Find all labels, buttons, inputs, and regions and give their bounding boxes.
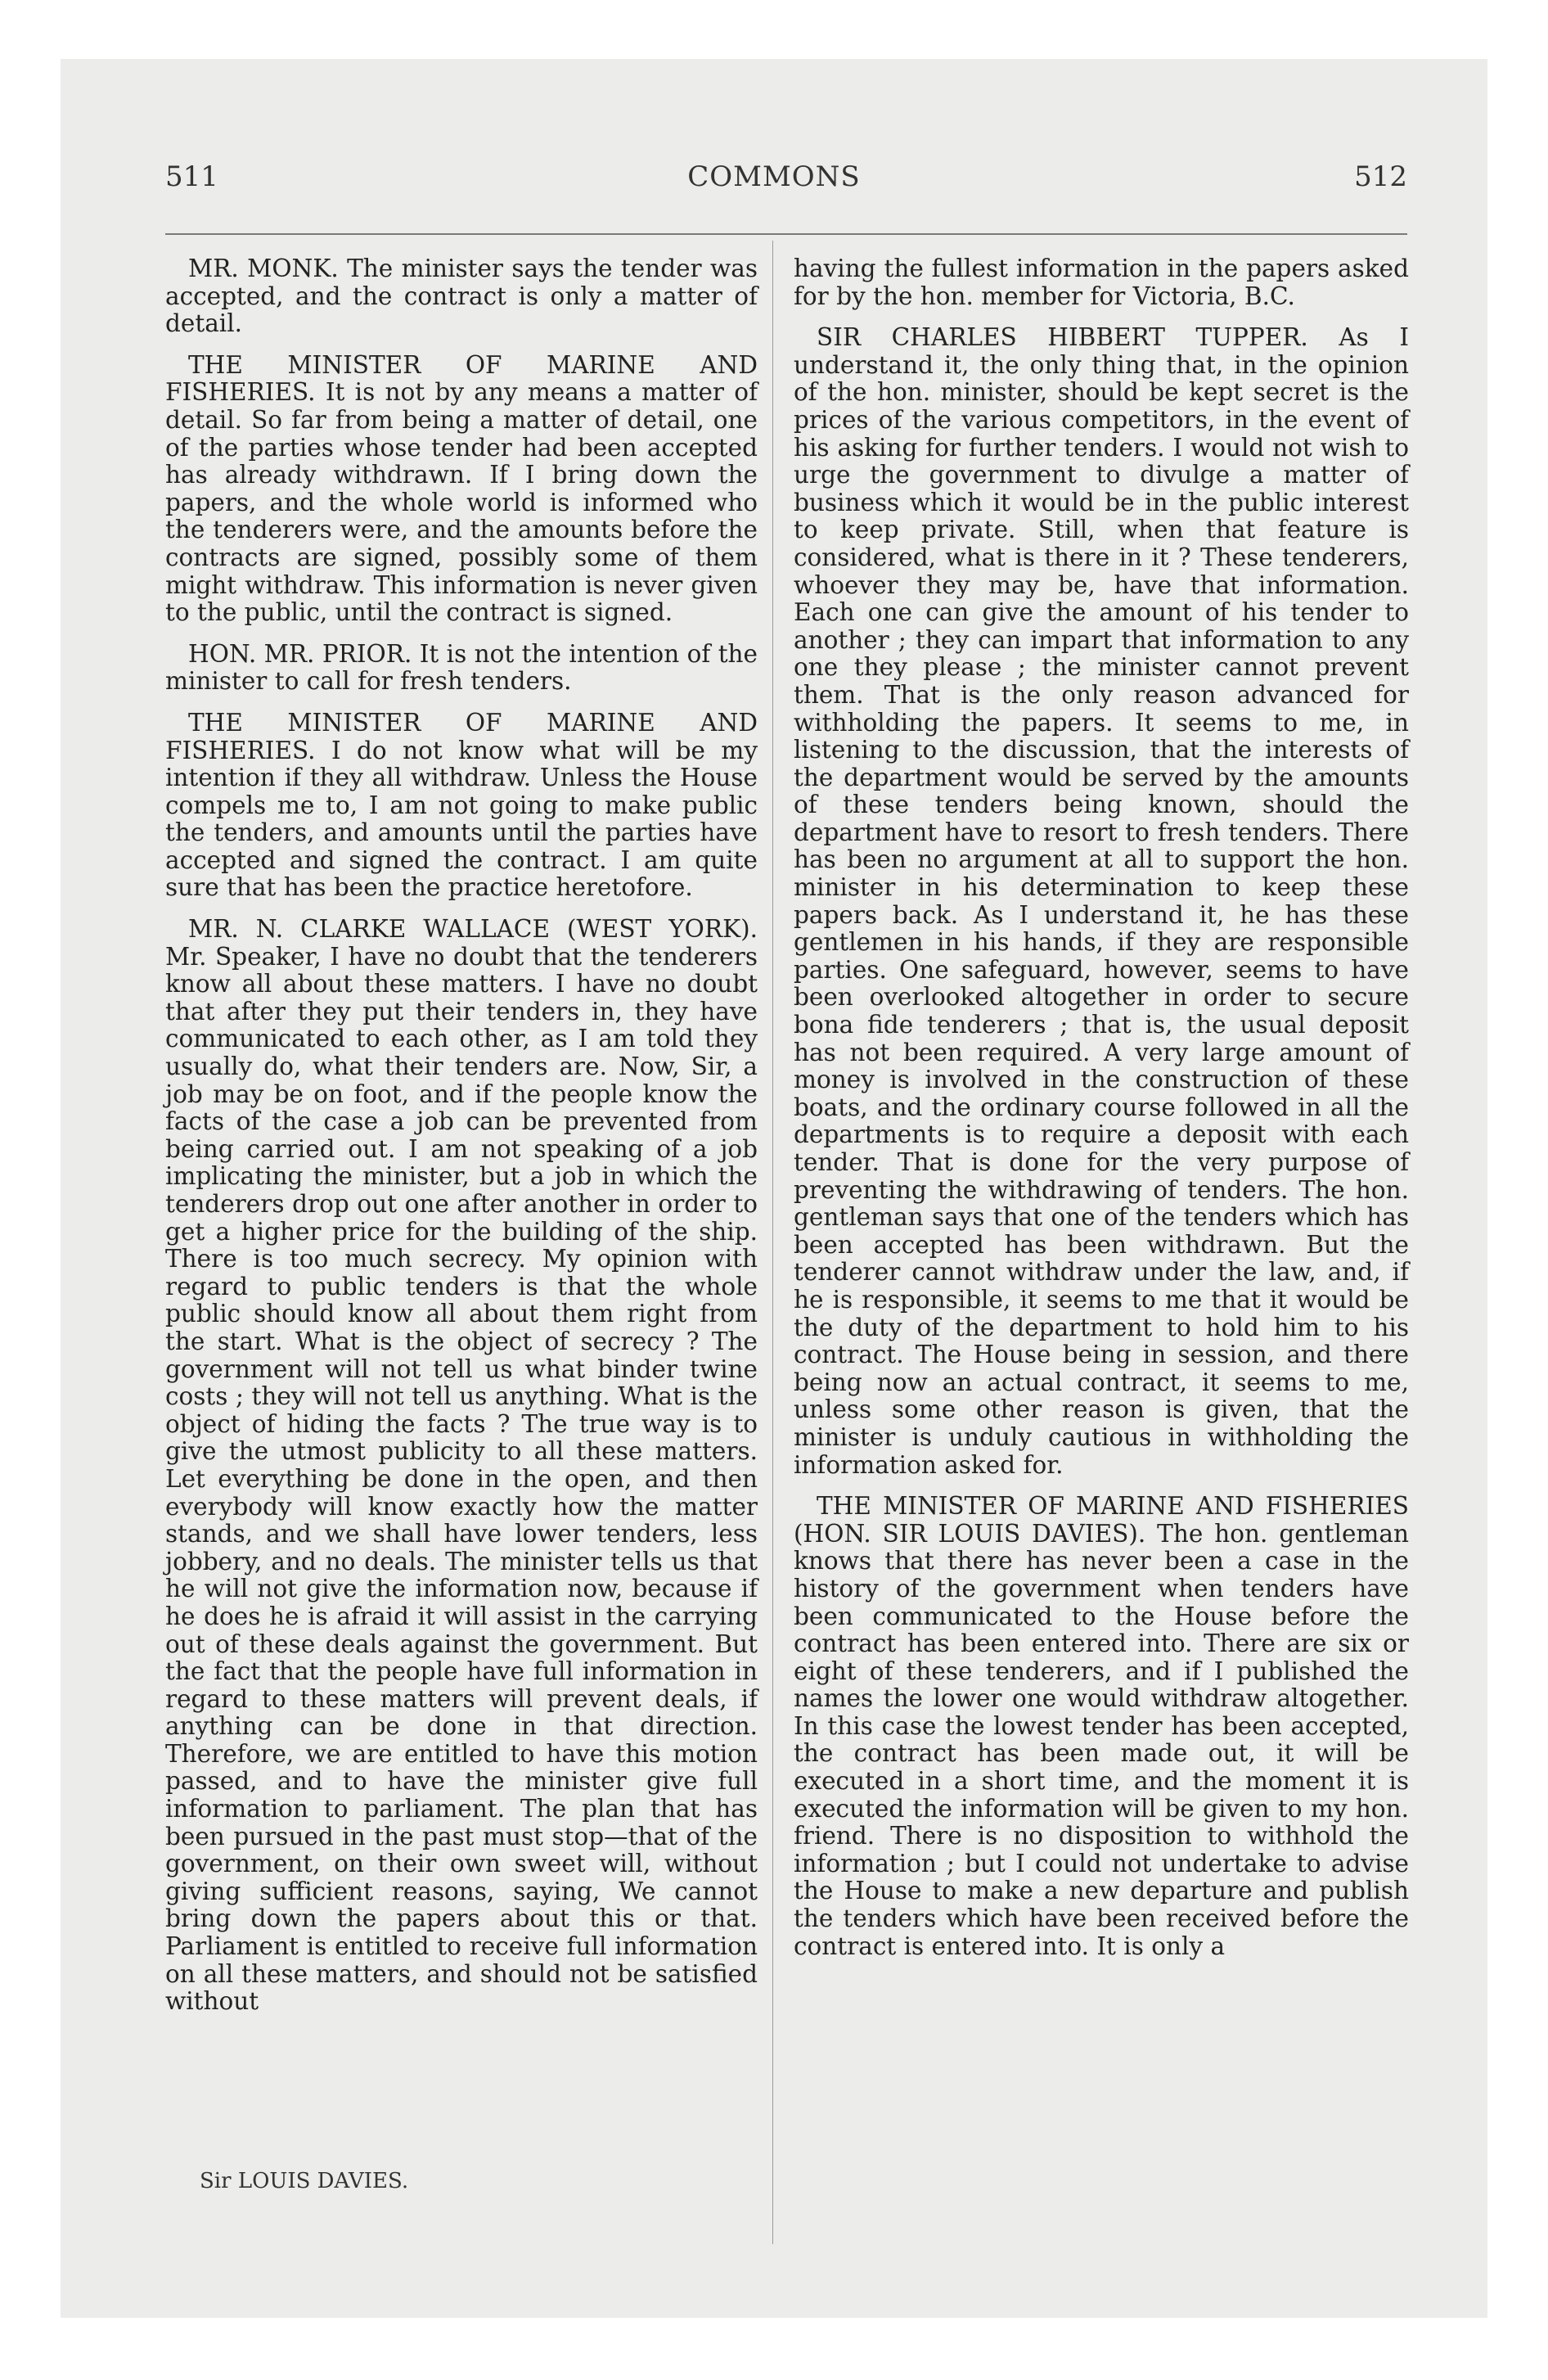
column-divider [772,241,773,2244]
speaker-name: SIR CHARLES HIBBERT TUPPER. [817,323,1308,352]
speaker-name: MR. MONK. [188,255,339,282]
speech-text: It is not by any means a matter of detail. So far from being a matter of detail, one of the parties whose tender had been accepted has already withdrawn. If I bring down the papers, and the whole world is informed who the tenderers were, and the amounts before the contracts are signed, possibly some of them might withdraw. This information is never given to the public, until the contract is signed. [165,378,758,627]
header-rule [165,233,1407,235]
right-column [794,255,1409,1974]
speech-paragraph [165,641,758,696]
left-column [165,255,758,2030]
speaker-name: HON. MR. PRIOR. [188,639,412,668]
running-title: COMMONS [687,160,861,193]
speaker-name: MR. N. CLARKE WALLACE (WEST YORK). [188,915,758,944]
catchword: Sir LOUIS DAVIES. [200,2169,409,2193]
speech-paragraph [794,324,1409,1479]
speech-text: Mr. Speaker, I have no doubt that the tenderers know all about these matters. I have no doubt that after they put their tenders in, they have communicated to each other, as I am told they usually do, what their tenders are. Now, Sir, a job may be on foot, and if the people know the facts of the case a job can be prevented from being carried out. I am not speaking of a job implicating the minister, but a job in which the tenderers drop out one after another in order to get a higher price for the building of the ship. There is too much secrecy. My opinion with regard to public tenders is that the whole public should know all about them right from the start. What is the object of secrecy ? The government will not tell us what binder twine costs ; they will not tell us anything. What is the object of hiding the facts ? The true way is to give the utmost publicity to all these matters. Let everything be done in the open, and then everybody will know exactly how the matter stands, and we shall have lower tenders, less jobbery, and no deals. The minister tells us that he will not give the information now, because if he does he is afraid it will assist in the carrying out of these deals against the government. But the fact that the people have full information in regard to these matters will prevent deals, if anything can be done in that direction. Therefore, we are entitled to have this motion passed, and to have the minister give full information to parliament. The plan that has been pursued in the past must stop—that of the government, on their own sweet will, without giving sufficient reasons, saying, We cannot bring down the papers about this or that. Parliament is entitled to receive full information on all these matters, and should not be satisfied without [165,942,758,2016]
speech-text: The hon. gentleman knows that there has never been a case in the history of the government when tenders have been communicated to the House before the contract has been entered into. There are six or eight of these tenderers, and if I published the names the lower one would withdraw altogether. In this case the lowest tender has been accepted, the contract has been made out, it will be executed in a short time, and the moment it is executed the information will be given to my hon. friend. There is no disposition to withhold the information ; but I could not undertake to advise the House to make a new departure and publish the tenders which have been received before the contract is entered into. It is only a [794,1519,1409,1960]
page-number-left: 511 [165,160,218,193]
speech-paragraph [165,255,758,338]
speech-text: having the fullest information in the papers asked for by the hon. member for Victoria, B.C. [794,255,1409,310]
speech-text: As I understand it, the only thing that, in the opinion of the hon. minister, should be kept secret is the prices of the various competitors, in the event of his asking for further tenders. I would not wish to urge the government to divulge a matter of business which it would be in the public interest to keep private. Still, when that feature is considered, what is there in it ? These tenderers, whoever they may be, have that information. Each one can give the amount of his tender to another ; they can impart that information to any one they please ; the minister cannot prevent them. That is the only reason advanced for withholding the papers. It seems to me, in listening to the discussion, that the interests of the department would be served by the amounts of these tenders being known, should the department have to resort to fresh tenders. There has been no argument at all to support the hon. minister in his determination to keep these papers back. As I understand it, he has these gentlemen in his hands, if they are responsible parties. One safeguard, however, seems to have been overlooked altogether in order to secure bona fide tenderers ; that is, the usual deposit has not been required. A very large amount of money is involved in the construction of these boats, and the ordinary course followed in all the departments is to require a deposit with each tender. That is done for the very purpose of preventing the withdrawing of tenders. The hon. gentleman says that one of the tenders which has been accepted has been withdrawn. But the tenderer cannot withdraw under the law, and, if he is responsible, it seems to me that it would be the duty of the department to hold him to his contract. The House being in session, and there being now an actual contract, it seems to me, unless some other reason is given, that the minister is unduly cautious in withholding the information asked for. [794,323,1409,1479]
speaker-name: THE MINISTER OF MARINE AND FISHERIES. [165,708,758,764]
speaker-name: THE MINISTER OF MARINE AND FISHERIES (HON. SIR LOUIS DAVIES). [794,1492,1409,1548]
page-number-right: 512 [1354,160,1407,193]
scanned-page [61,59,1487,2318]
speech-paragraph [165,710,758,902]
speech-paragraph [794,1493,1409,1960]
running-header [61,160,1487,201]
speaker-name: THE MINISTER OF MARINE AND FISHERIES. [165,350,758,407]
speech-paragraph [165,916,758,2016]
speech-paragraph [165,352,758,627]
speech-text: The minister says the tender was accepted, and the contract is only a matter of detail. [165,255,758,338]
speech-text: I do not know what will be my intention if they all withdraw. Unless the House compels me to, I am not going to make public the tenders, and amounts until the parties have accepted and signed the contract. I am quite sure that has been the practice heretofore. [165,736,758,902]
speech-text: It is not the intention of the minister to call for fresh tenders. [165,639,758,696]
speech-paragraph [794,255,1409,310]
